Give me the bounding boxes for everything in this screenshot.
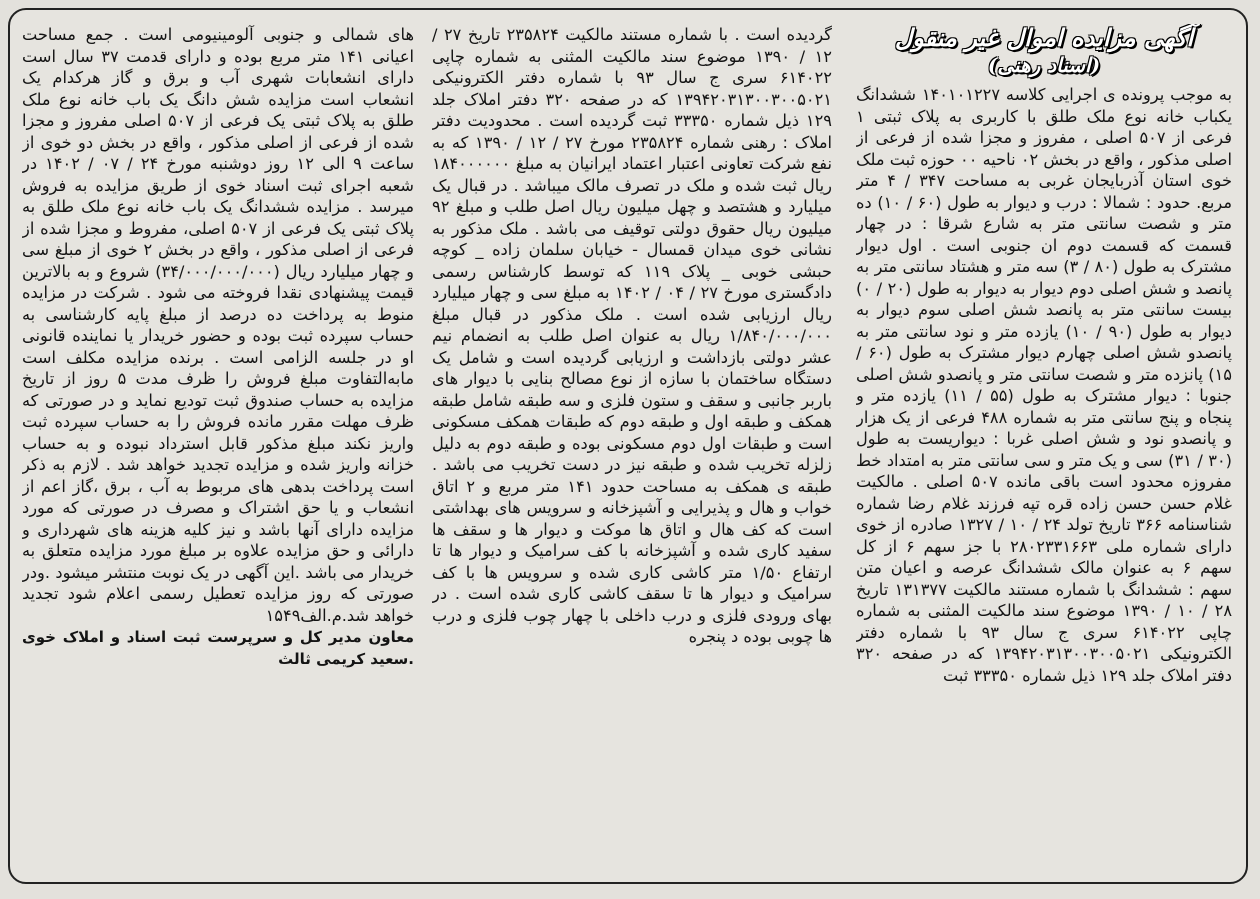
notice-column-left: [22, 24, 414, 868]
notice-subtitle: (اسناد رهنی): [987, 53, 1101, 77]
notice-header: [856, 24, 1232, 78]
notice-signature: معاون مدیر کل و سرپرست ثبت اسناد و املاک خوی .سعید کریمی ثالث: [22, 628, 414, 668]
notice-column-middle: [432, 24, 832, 868]
notice-body-middle: گردیده است . با شماره مستند مالکیت ۲۳۵۸۲۴ تاریخ ۲۷ / ۱۲ / ۱۳۹۰ موضوع سند مالکیت المثنی به شماره چاپی ۶۱۴۰۲۲ سری ج سال ۹۳ با شماره دفتر الکترونیکی ۱۳۹۴۲۰۳۱۳۰۰۳۰۰۵۰۲۱ که در صفحه ۳۲۰ دفتر املاک جلد ۱۲۹ ذیل شماره ۳۳۳۵۰ ثبت گردیده است . محدودیت دفتر املاک : رهنی شماره ۲۳۵۸۲۴ مورخ ۲۷ / ۱۲ / ۱۳۹۰ که به نفع شرکت تعاونی اعتبار اعتماد ایرانیان به مبلغ ۱۸۴۰۰۰۰۰۰ ریال ثبت شده و ملک در تصرف مالک میباشد . در قبال یک میلیارد و هشتصد و چهل میلیون ریال اصل طلب و مبلغ ۹۲ میلیون ریال حقوق دولتی توقیف می باشد . ملک مذکور به نشانی خوی میدان قمسال - خیابان سلمان زاده _ کوچه حبشی خوبی _ پلاک ۱۱۹ که توسط کارشناس رسمی دادگستری مورخ ۲۷ / ۰۴ / ۱۴۰۲ به مبلغ سی و چهار میلیارد ریال ارزیابی شده است . ملک مذکور در قبال مبلغ ۱/۸۴۰/۰۰۰/۰۰۰ ریال به عنوان اصل طلب به انضمام نیم عشر دولتی بازداشت و ارزیابی گردیده است و شامل یک دستگاه ساختمان با سازه از نوع مصالح بنایی با دیوار های باربر جانبی و سقف و ستون فلزی و سه طبقه شامل طبقه همکف و طبقه اول و طبقه دوم که طبقات همکف مسکونی است و طبقات اول دوم مسکونی بوده و طبقه دوم به دلیل زلزله تخریب شده و طبقه نیز در دست تخریب می باشد . طبقه ی همکف به مساحت حدود ۱۴۱ متر مربع و ۲ اتاق خواب و هال و پذیرایی و آشپزخانه و سرویس های بهداشتی است که کف هال و اتاق ها موکت و دیوار ها و سقف ها سفید کاری شده و آشپزخانه با کف سرامیک و دیوار ها تا ارتفاع ۱/۵۰ متر کاشی کاری شده و سرویس ها با کف سرامیک و دیوار ها تا سقف کاشی کاری شده است . در بهای ورودی فلزی و درب داخلی با چهار چوب فلزی و درب ها چوبی بوده د پنجره: [432, 25, 832, 646]
notice-body-left: های شمالی و جنوبی آلومینیومی است . جمع مساحت اعیانی ۱۴۱ متر مربع بوده و دارای قدمت ۳۷ سال است دارای انشعابات شهری آب و برق و گاز هرکدام یک انشعاب است مزایده شش دانگ یک باب خانه نوع ملک طلق به پلاک ثبتی یک فرعی از ۵۰۷ اصلی مفروز و مجزا شده از فرعی از اصلی مذکور ، واقع در بخش دو خوی از ساعت ۹ الی ۱۲ روز دوشنبه مورخ ۲۴ / ۰۷ / ۱۴۰۲ در شعبه اجرای ثبت اسناد خوی از طریق مزایده به فروش میرسد . مزایده ششدانگ یک باب خانه نوع ملک طلق به پلاک ثبتی یک فرعی از ۵۰۷ اصلی، مفروط و مجزا شده از فرعی از اصلی مذکور ، واقع در بخش ۲ خوی از مبلغ سی و چهار میلیارد ریال (۳۴/۰۰۰/۰۰۰/۰۰۰) شروع و به بالاترین قیمت پیشنهادی نقدا فروخته می شود . شرکت در مزایده منوط به پرداخت ده درصد از مبلغ پایه کارشناسی به حساب سپرده ثبت بوده و حضور خریدار یا نماینده قانونی او در جلسه الزامی است . برنده مزایده مکلف است مابه‌التفاوت مبلغ فروش را ظرف مدت ۵ روز از تاریخ مزایده به حساب صندوق ثبت تودیع نماید و در صورتی که ظرف مهلت مقرر مانده فروش را به حساب سپرده ثبت واریز نکند مبلغ مذکور قابل استرداد نبوده و به حساب خزانه واریز شده و مزایده تجدید خواهد شد . لازم به ذکر است پرداخت بدهی های مربوط به آب ، برق ،گاز اعم از انشعاب و یا حق اشتراک و مصرف در صورتی که مورد مزایده دارای آنها باشد و نیز کلیه هزینه های شهرداری و دارائی و حق مزایده علاوه بر مبلغ مورد مزایده متعلق به خریدار می باشد .این آگهی در یک نوبت منتشر میشود .ودر صورتی که روز مزایده تعطیل رسمی اعلام شود تجدید خواهد شد.م.الف۱۵۴۹: [22, 25, 414, 625]
notice-title: آگهی مزایده اموال غیر منقول: [894, 24, 1194, 52]
notice-body-right: به موجب پرونده ی اجرایی کلاسه ۱۴۰۱۰۱۲۲۷ ششدانگ یکباب خانه نوع ملک طلق با کاربری به پلاک ثبتی ۱ فرعی از ۵۰۷ اصلی ، مفروز و مجزا شده از فرعی از اصلی مذکور ، واقع در بخش ۰۲ ناحیه ۰۰ حوزه ثبت ملک خوی استان آذربایجان غربی به مساحت ۳۴۷ / ۴ متر مربع. حدود : شمالا : درب و دیوار به طول (۶۰ / ۱۰) ده متر و شصت سانتی متر به شارع شرقا : در چهار قسمت که قسمت دوم ان جنوبی است . اول دیوار مشترک به طول (۸۰ / ۳) سه متر و هشتاد سانتی متر به پانصد و شش اصلی دوم دیوار به دیوار به طول (۲۰ / ۰) بیست سانتی متر به پانصد شش اصلی سوم دیوار به دیوار به طول (۹۰ / ۱۰) یازده متر و نود سانتی متر به پانصدو شش اصلی چهارم دیوار مشترک به طول (۶۰ / ۱۵) پانزده متر و شصت سانتی متر و پانصدو شش اصلی جنوبا : دیوار مشترک به طول (۵۵ / ۱۱) یازده متر و پنجاه و پنج سانتی متر به شماره ۴۸۸ فرعی از یک هزار و پانصدو نود و شش اصلی غربا : دیواریست به طول (۳۰ / ۳۱) سی و یک متر و سی سانتی متر به امتداد خط مفروزه محدود است باقی مانده ۵۰۷ اصلی . مالکیت غلام حسن حسن زاده قره تپه فرزند غلام رضا شماره شناسنامه ۳۶۶ تاریخ تولد ۲۴ / ۱۰ / ۱۳۲۷ صادره از خوی دارای شماره ملی ۲۸۰۲۳۳۱۶۶۳ با جز سهم ۶ از کل سهم ۶ به عنوان مالک ششدانگ عرصه و اعیان متن سهم : ششدانگ با شماره مستند مالکیت ۱۳۱۳۷۷ تاریخ ۲۸ / ۱۰ / ۱۳۹۰ موضوع سند مالکیت المثنی به شماره چاپی ۶۱۴۰۲۲ سری ج سال ۹۳ با شماره دفتر الکترونیکی ۱۳۹۴۲۰۳۱۳۰۰۳۰۰۵۰۲۱ که در صفحه ۳۲۰ دفتر املاک جلد ۱۲۹ ذیل شماره ۳۳۳۵۰ ثبت: [856, 85, 1232, 685]
notice-column-right: [856, 24, 1232, 868]
notice-frame: [8, 8, 1248, 884]
